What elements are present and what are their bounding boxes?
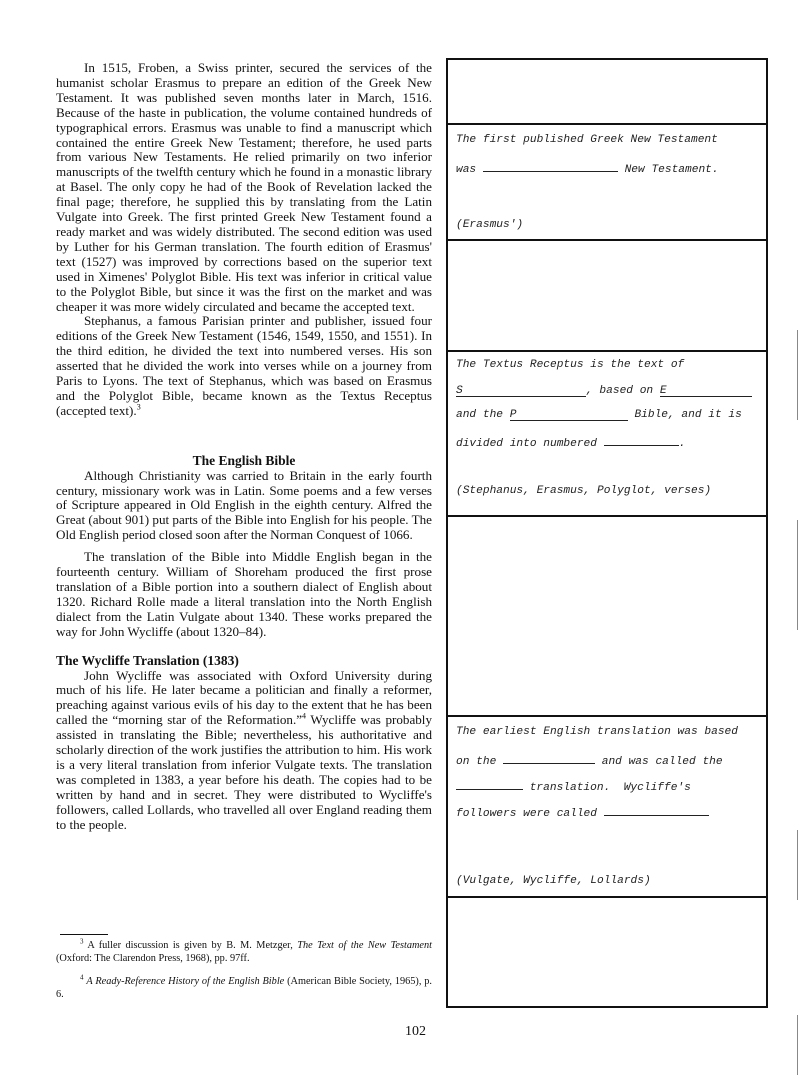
frame-text-part: , based on (586, 385, 654, 397)
frame-text: The Textus Receptus is the text of (456, 359, 685, 371)
frame-text (456, 778, 691, 794)
frame-text: The first published Greek New Testament (456, 134, 718, 146)
answer-blank-p[interactable] (510, 409, 628, 421)
footnote-text: (American Bible Society, 1965), p. 6. (56, 976, 432, 1000)
paragraph-wycliffe-part2: Wycliffe was probably assisted in translating the Bible; nevertheless, his authoritative and scholarly direction of the work justifies the attribution to him. His work is a very literal translation from inferior Vulgate texts. The translation was completed in 1383, a year before his death. The copies had to be written by hand and in secret. They were distributed to Wycliffe's followers, called Lollards, who travelled all over England reading them to the people. (56, 712, 432, 832)
frame-empty-2 (448, 239, 766, 350)
frame-text (456, 385, 752, 397)
footnote-title: A Ready-Reference History of the English Bible (86, 976, 285, 987)
frame-greek-nt-question (448, 123, 766, 239)
paragraph-stephanus (56, 314, 432, 418)
frame-text-part: and the (456, 409, 503, 421)
paragraph-wycliffe-part1: John Wycliffe was associated with Oxford University during much of his life. He later became a politician and finally a reformer, preaching against various evils of his day to the extent that he has been called the “morning star of the Reformation.” (56, 667, 432, 728)
heading-wycliffe-translation: The Wycliffe Translation (1383) (56, 652, 239, 668)
footnote-mark: 3 (80, 937, 84, 946)
frame-text (456, 160, 719, 176)
footnote-text: A fuller discussion is given by B. M. Metzger, (87, 940, 298, 951)
blank-hint: S (456, 385, 463, 397)
frame-text (456, 804, 709, 820)
frame-text (456, 752, 723, 768)
answer-blank-vulgate[interactable] (503, 752, 595, 764)
page-number: 102 (405, 1024, 426, 1039)
frame-text-part: translation. Wycliffe's (529, 782, 691, 794)
main-text-column (56, 61, 432, 833)
frame-text-part: was (456, 164, 477, 176)
answer-blank-verses[interactable] (604, 434, 679, 446)
scan-edge-mark (797, 330, 798, 420)
blank-hint: P (509, 409, 517, 421)
paragraph-stephanus-text: Stephanus, a famous Parisian printer and publisher, issued four editions of the Greek New Testament (1546, 1549, 1550, and 1551). In the third edition, he divided the text into numbered verses. His son asserted that he divided the work into verses while on a journey from Paris to Lyons. The text of Stephanus, which was based on Erasmus and the Polyglot Bible, became known as the Textus Receptus (accepted text). (56, 313, 432, 418)
footnote-text: (Oxford: The Clarendon Press, 1968), pp. 97ff. (56, 953, 250, 964)
frame-answer: (Vulgate, Wycliffe, Lollards) (456, 875, 651, 887)
footnote-ref-3: 3 (136, 402, 141, 412)
frame-answer: (Stephanus, Erasmus, Polyglot, verses) (456, 485, 712, 497)
frame-empty-4 (448, 896, 766, 1006)
frame-text-part: and was called the (601, 756, 723, 768)
frame-text-part: followers were called (456, 808, 597, 820)
scan-edge-mark (797, 1015, 798, 1075)
frame-english-translation-question (448, 715, 766, 896)
paragraph-middle-english: The translation of the Bible into Middle English began in the fourteenth century. William of Shoreham produced the first prose translation of a Bible portion into a southern dialect of English about 1320. Richard Rolle made a literal translation into the North English dialect from the Latin Vulgate about 1340. These works prepared the way for John Wycliffe (about 1320–84). (56, 549, 432, 639)
paragraph-wycliffe (56, 669, 432, 833)
footnote-ref-4: 4 (302, 711, 307, 721)
footnote-mark: 4 (80, 973, 84, 982)
answer-blank[interactable] (483, 160, 618, 172)
frame-textus-receptus-question (448, 350, 766, 515)
footnote-3 (56, 939, 432, 965)
answer-blank-wycliffe[interactable] (456, 778, 523, 790)
programmed-learning-frames (446, 58, 768, 1008)
frame-text: The earliest English translation was based (456, 726, 738, 738)
frame-text-part: New Testament. (624, 164, 719, 176)
answer-blank-lollards[interactable] (604, 804, 709, 816)
frame-empty-3 (448, 515, 766, 715)
frame-text-part: . (678, 438, 686, 450)
paragraph-froben-erasmus: In 1515, Froben, a Swiss printer, secured the services of the humanist scholar Erasmus to prepare an edition of the Greek New Testament. It was published seven months later in March, 1516. Because of the haste in publication, the volume contained hundreds of typographical errors. Erasmus was unable to find a manuscript which contained the entire Greek New Testament; therefore, he used parts from various New Testaments. He relied primarily on two inferior manuscripts of the twelfth century which he found in a monastic library at Basel. The only copy he had of the Book of Revelation lacked the final page; therefore, he supplied this by translating from the Latin Vulgate into Greek. The first printed Greek New Testament found a ready market and was widely distributed. The second edition was used by Luther for his German translation. The fourth edition of Erasmus' text (1527) was improved by corrections based on the superior text used in Ximenes' Polyglot Bible. His text was inferior in critical value to the Polyglot Bible, but since it was the first on the market and was cheaper it was more widely circulated and became the accepted text. (56, 60, 432, 314)
answer-blank-e[interactable] (660, 385, 752, 397)
frame-text (456, 434, 685, 450)
blank-hint: E (659, 385, 667, 397)
frame-text-part: Bible, and it is (634, 409, 742, 421)
paragraph-english-bible: Although Christianity was carried to Britain in the early fourth century, missionary work was in Latin. Some poems and a few verses of Scripture appeared in Old English in the eighth century. Alfred the Great (about 901) put parts of the Bible into English for his people. The Old English period closed soon after the Norman Conquest of 1066. (56, 467, 432, 543)
footnote-4 (56, 975, 432, 1001)
footnote-divider (60, 934, 108, 935)
frame-text-part: divided into numbered (456, 438, 597, 450)
answer-blank-s[interactable] (456, 385, 586, 397)
heading-english-bible: The English Bible (192, 452, 296, 468)
frame-text (456, 409, 742, 421)
frame-text-part: on the (456, 756, 497, 768)
scan-edge-mark (797, 520, 798, 630)
footnote-title: The Text of the New Testament (297, 940, 432, 951)
scan-edge-mark (797, 830, 798, 900)
frame-answer: (Erasmus') (456, 219, 524, 231)
frame-empty-1 (448, 60, 766, 123)
